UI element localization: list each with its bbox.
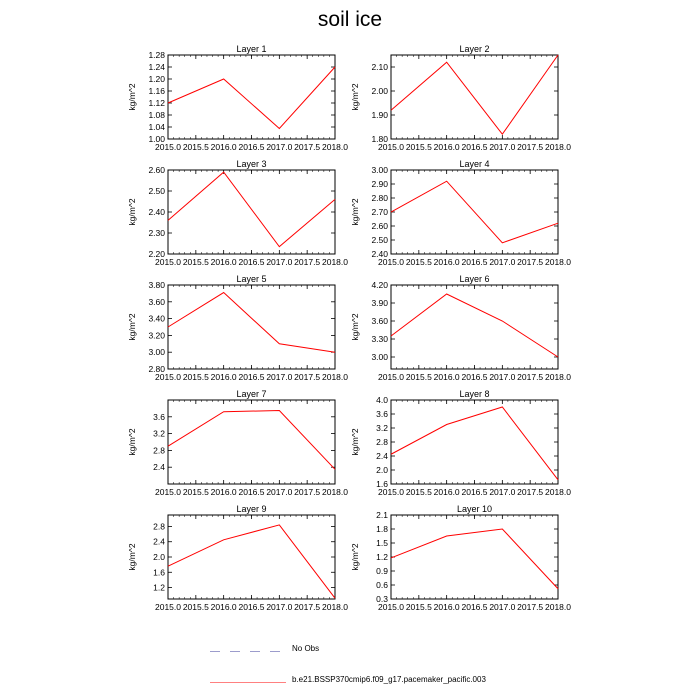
panel-title: Layer 6 <box>459 274 490 284</box>
x-tick-label: 2015.5 <box>405 372 432 382</box>
y-tick-label: 2.60 <box>148 165 165 175</box>
y-tick-label: 3.00 <box>371 165 388 175</box>
x-tick-label: 2018.0 <box>322 602 348 612</box>
legend-entry-no-obs <box>210 644 540 658</box>
y-tick-label: 2.20 <box>148 249 165 259</box>
x-tick-label: 2017.0 <box>489 487 516 497</box>
y-tick-label: 3.6 <box>153 411 165 422</box>
x-tick-label: 2016.5 <box>461 602 488 612</box>
x-tick-label: 2018.0 <box>322 372 348 382</box>
plot-frame <box>168 515 335 599</box>
panel-title: Layer 5 <box>236 274 267 284</box>
y-axis-label: kg/m^2 <box>350 198 360 226</box>
x-tick-label: 2017.5 <box>294 257 321 267</box>
x-tick-label: 2018.0 <box>322 142 348 152</box>
x-tick-label: 2017.0 <box>266 487 293 497</box>
x-tick-label: 2017.0 <box>489 257 516 267</box>
x-tick-label: 2017.0 <box>489 142 516 152</box>
panel-title: Layer 1 <box>236 44 267 54</box>
panel-title: Layer 4 <box>459 159 490 169</box>
series-line <box>391 294 558 357</box>
series-line <box>391 529 558 589</box>
y-tick-label: 2.10 <box>371 62 388 72</box>
y-tick-label: 0.6 <box>376 580 388 590</box>
y-tick-label: 1.2 <box>376 552 388 562</box>
y-tick-label: 1.00 <box>148 134 165 144</box>
y-axis-label: kg/m^2 <box>127 428 137 456</box>
y-tick-label: 1.8 <box>376 524 388 534</box>
y-tick-label: 1.16 <box>148 86 165 96</box>
panel-title: Layer 2 <box>459 44 490 54</box>
x-tick-label: 2015.0 <box>155 487 181 497</box>
plot-frame <box>168 55 335 139</box>
x-tick-label: 2018.0 <box>322 257 348 267</box>
legend-entry-model <box>210 675 540 689</box>
y-tick-label: 1.6 <box>153 567 165 578</box>
y-tick-label: 2.8 <box>376 437 388 447</box>
x-tick-label: 2015.5 <box>182 142 209 152</box>
y-tick-label: 4.20 <box>371 280 388 290</box>
legend-swatch-solid <box>210 681 286 683</box>
x-tick-label: 2017.5 <box>517 257 544 267</box>
x-tick-label: 2017.5 <box>517 487 544 497</box>
y-axis-label: kg/m^2 <box>127 543 137 571</box>
x-tick-label: 2017.5 <box>294 372 321 382</box>
y-tick-label: 2.70 <box>371 207 388 217</box>
y-tick-label: 2.40 <box>371 249 388 259</box>
y-axis-label: kg/m^2 <box>350 428 360 456</box>
x-tick-label: 2018.0 <box>545 142 571 152</box>
x-tick-label: 2016.0 <box>210 372 237 382</box>
y-tick-label: 3.20 <box>148 330 165 341</box>
y-tick-label: 2.0 <box>376 465 388 475</box>
y-tick-label: 0.3 <box>376 594 388 604</box>
x-tick-label: 2017.5 <box>517 142 544 152</box>
x-tick-label: 2015.0 <box>378 257 404 267</box>
y-tick-label: 2.8 <box>153 445 165 456</box>
y-tick-label: 3.60 <box>148 296 165 307</box>
x-tick-label: 2016.0 <box>433 602 460 612</box>
x-tick-label: 2016.0 <box>210 257 237 267</box>
series-line <box>391 407 558 480</box>
y-tick-label: 2.40 <box>148 207 165 217</box>
x-tick-label: 2016.5 <box>238 487 265 497</box>
y-axis-label: kg/m^2 <box>127 83 137 111</box>
series-line <box>168 67 335 129</box>
y-tick-label: 1.20 <box>148 74 165 84</box>
x-tick-label: 2016.5 <box>238 372 265 382</box>
panel-title: Layer 9 <box>236 504 267 514</box>
y-tick-label: 2.50 <box>371 235 388 245</box>
x-tick-label: 2015.0 <box>378 372 404 382</box>
x-tick-label: 2017.0 <box>266 602 293 612</box>
y-tick-label: 1.5 <box>376 538 388 548</box>
plot-frame <box>391 55 558 139</box>
x-tick-label: 2016.5 <box>461 372 488 382</box>
x-tick-label: 2015.0 <box>155 142 181 152</box>
series-line <box>168 172 335 247</box>
y-tick-label: 3.00 <box>148 347 165 358</box>
legend-label: b.e21.BSSP370cmip6.f09_g17.pacemaker_pacific.003 <box>292 675 486 684</box>
x-tick-label: 2017.0 <box>266 257 293 267</box>
x-tick-label: 2015.0 <box>378 487 404 497</box>
x-tick-label: 2016.0 <box>433 372 460 382</box>
y-tick-label: 2.4 <box>376 451 388 461</box>
y-tick-label: 2.80 <box>148 364 165 374</box>
series-line <box>168 525 335 598</box>
x-tick-label: 2017.5 <box>517 602 544 612</box>
x-tick-label: 2015.5 <box>182 372 209 382</box>
legend <box>210 640 540 700</box>
panel-title: Layer 10 <box>456 504 493 514</box>
legend-label: No Obs <box>292 644 320 653</box>
y-axis-label: kg/m^2 <box>350 543 360 571</box>
x-tick-label: 2016.0 <box>433 257 460 267</box>
plot-frame <box>168 170 335 254</box>
x-tick-label: 2017.0 <box>266 142 293 152</box>
y-tick-label: 2.50 <box>148 186 165 196</box>
y-tick-label: 1.04 <box>148 122 165 132</box>
y-tick-label: 3.90 <box>371 298 388 308</box>
x-tick-label: 2016.0 <box>433 487 460 497</box>
y-tick-label: 0.9 <box>376 566 388 576</box>
y-tick-label: 2.4 <box>153 536 165 547</box>
x-tick-label: 2015.5 <box>182 257 209 267</box>
x-tick-label: 2017.5 <box>294 142 321 152</box>
y-tick-label: 2.4 <box>153 462 165 473</box>
y-tick-label: 1.24 <box>148 62 165 72</box>
y-tick-label: 2.00 <box>371 86 388 96</box>
x-tick-label: 2017.5 <box>294 487 321 497</box>
y-tick-label: 1.08 <box>148 110 165 120</box>
y-tick-label: 2.8 <box>153 521 165 532</box>
x-tick-label: 2016.5 <box>461 487 488 497</box>
y-tick-label: 4.0 <box>376 395 388 405</box>
x-tick-label: 2017.0 <box>266 372 293 382</box>
x-tick-label: 2015.5 <box>405 487 432 497</box>
x-tick-label: 2016.5 <box>461 142 488 152</box>
plot-frame <box>391 285 558 369</box>
x-tick-label: 2018.0 <box>545 257 571 267</box>
series-line <box>168 293 335 353</box>
x-tick-label: 2015.0 <box>155 602 181 612</box>
x-tick-label: 2016.5 <box>461 257 488 267</box>
x-tick-label: 2017.5 <box>294 602 321 612</box>
y-tick-label: 3.2 <box>376 423 388 433</box>
y-tick-label: 1.28 <box>148 50 165 60</box>
x-tick-label: 2015.5 <box>405 257 432 267</box>
series-line <box>168 411 335 470</box>
y-tick-label: 2.80 <box>371 193 388 203</box>
x-tick-label: 2016.5 <box>238 257 265 267</box>
x-tick-label: 2015.5 <box>182 487 209 497</box>
y-tick-label: 2.30 <box>148 228 165 238</box>
y-tick-label: 3.60 <box>371 316 388 326</box>
y-tick-label: 3.80 <box>148 280 165 290</box>
x-tick-label: 2017.5 <box>517 372 544 382</box>
y-axis-label: kg/m^2 <box>350 83 360 111</box>
y-tick-label: 1.2 <box>153 582 165 593</box>
y-tick-label: 1.12 <box>148 98 165 108</box>
x-tick-label: 2016.0 <box>210 142 237 152</box>
panel-title: Layer 3 <box>236 159 267 169</box>
x-tick-label: 2015.0 <box>378 142 404 152</box>
x-tick-label: 2017.0 <box>489 602 516 612</box>
y-axis-label: kg/m^2 <box>350 313 360 341</box>
x-tick-label: 2018.0 <box>545 487 571 497</box>
y-tick-label: 3.2 <box>153 428 165 439</box>
x-tick-label: 2015.5 <box>405 602 432 612</box>
legend-swatch-dashed <box>210 650 286 652</box>
y-tick-label: 2.1 <box>376 510 388 520</box>
y-tick-label: 2.0 <box>153 552 165 562</box>
x-tick-label: 2017.0 <box>489 372 516 382</box>
y-axis-label: kg/m^2 <box>127 313 137 341</box>
y-tick-label: 1.80 <box>371 134 388 144</box>
x-tick-label: 2015.5 <box>405 142 432 152</box>
plot-frame <box>168 285 335 369</box>
x-tick-label: 2016.5 <box>238 142 265 152</box>
y-tick-label: 1.6 <box>376 479 388 489</box>
plot-frame <box>391 400 558 484</box>
series-line <box>391 181 558 243</box>
x-tick-label: 2016.0 <box>210 487 237 497</box>
x-tick-label: 2018.0 <box>545 372 571 382</box>
plot-frame <box>168 400 335 484</box>
x-tick-label: 2018.0 <box>545 602 571 612</box>
series-line <box>391 55 558 134</box>
x-tick-label: 2016.0 <box>433 142 460 152</box>
x-tick-label: 2015.0 <box>378 602 404 612</box>
x-tick-label: 2015.0 <box>155 257 181 267</box>
y-axis-label: kg/m^2 <box>127 198 137 226</box>
y-tick-label: 2.60 <box>371 221 388 231</box>
x-tick-label: 2015.5 <box>182 602 209 612</box>
x-tick-label: 2016.0 <box>210 602 237 612</box>
y-tick-label: 3.40 <box>148 313 165 324</box>
figure-title: soil ice <box>317 8 383 31</box>
x-tick-label: 2018.0 <box>322 487 348 497</box>
panel-title: Layer 7 <box>236 389 267 399</box>
plot-frame <box>391 515 558 599</box>
y-tick-label: 2.90 <box>371 179 388 189</box>
y-tick-label: 1.90 <box>371 110 388 120</box>
y-tick-label: 3.30 <box>371 334 388 344</box>
panel-title: Layer 8 <box>459 389 490 399</box>
y-tick-label: 3.6 <box>376 409 388 419</box>
x-tick-label: 2015.0 <box>155 372 181 382</box>
x-tick-label: 2016.5 <box>238 602 265 612</box>
y-tick-label: 3.00 <box>371 352 388 362</box>
